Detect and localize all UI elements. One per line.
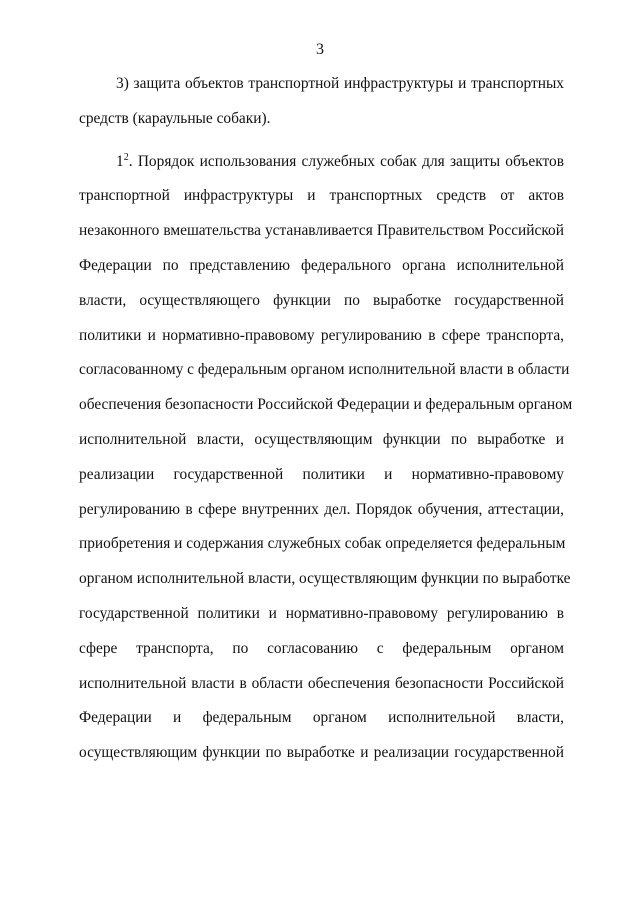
paragraph-line: регулированию в сфере внутренних дел. Порядок обучения, аттестации, — [79, 500, 564, 518]
paragraph-line: исполнительной власти, осуществляющим функции по выработке и — [79, 430, 564, 448]
paragraph-line: обеспечения безопасности Российской Федерации и федеральным органом — [79, 396, 573, 414]
paragraph-line: транспортной инфраструктуры и транспортных средств от актов — [79, 187, 564, 205]
paragraph-line: согласованному с федеральным органом исполнительной власти в области — [79, 361, 570, 379]
paragraph-line: сфере транспорта, по согласованию с федеральным органом — [79, 639, 564, 657]
page-number: 3 — [316, 41, 324, 58]
paragraph-line: средств (караульные собаки). — [79, 109, 271, 127]
paragraph-line: реализации государственной политики и нормативно-правовому — [79, 465, 564, 483]
paragraph-line: 3) защита объектов транспортной инфраструктуры и транспортных — [116, 75, 564, 92]
paragraph-line: осуществляющим функции по выработке и реализации государственной — [79, 744, 564, 762]
item-superscript: 2 — [123, 151, 129, 163]
document-body — [79, 67, 573, 771]
paragraph-line: политики и нормативно-правовому регулированию в сфере транспорта, — [79, 326, 564, 344]
paragraph-line: незаконного вмешательства устанавливается Правительством Российской — [79, 222, 564, 240]
first-line-text: . Порядок использования служебных собак для защиты объектов — [128, 152, 564, 170]
paragraph-line: исполнительной власти в области обеспечения безопасности Российской — [79, 674, 564, 692]
paragraph-line: приобретения и содержания служебных собак определяется федеральным — [79, 535, 566, 553]
paragraph-line: органом исполнительной власти, осуществляющим функции по выработке — [79, 570, 571, 588]
paragraph-item-1-2 — [79, 145, 573, 771]
paragraph-first-line — [79, 145, 564, 180]
paragraph-line: власти, осуществляющего функции по выработке государственной — [79, 291, 564, 309]
paragraph-line: Федерации по представлению федерального органа исполнительной — [79, 256, 564, 274]
paragraph-line: государственной политики и нормативно-правовому регулированию в — [79, 604, 564, 622]
item-number: 1 — [116, 152, 124, 170]
paragraph-item-3 — [79, 67, 564, 137]
paragraph-line: Федерации и федеральным органом исполнительной власти, — [79, 709, 564, 727]
